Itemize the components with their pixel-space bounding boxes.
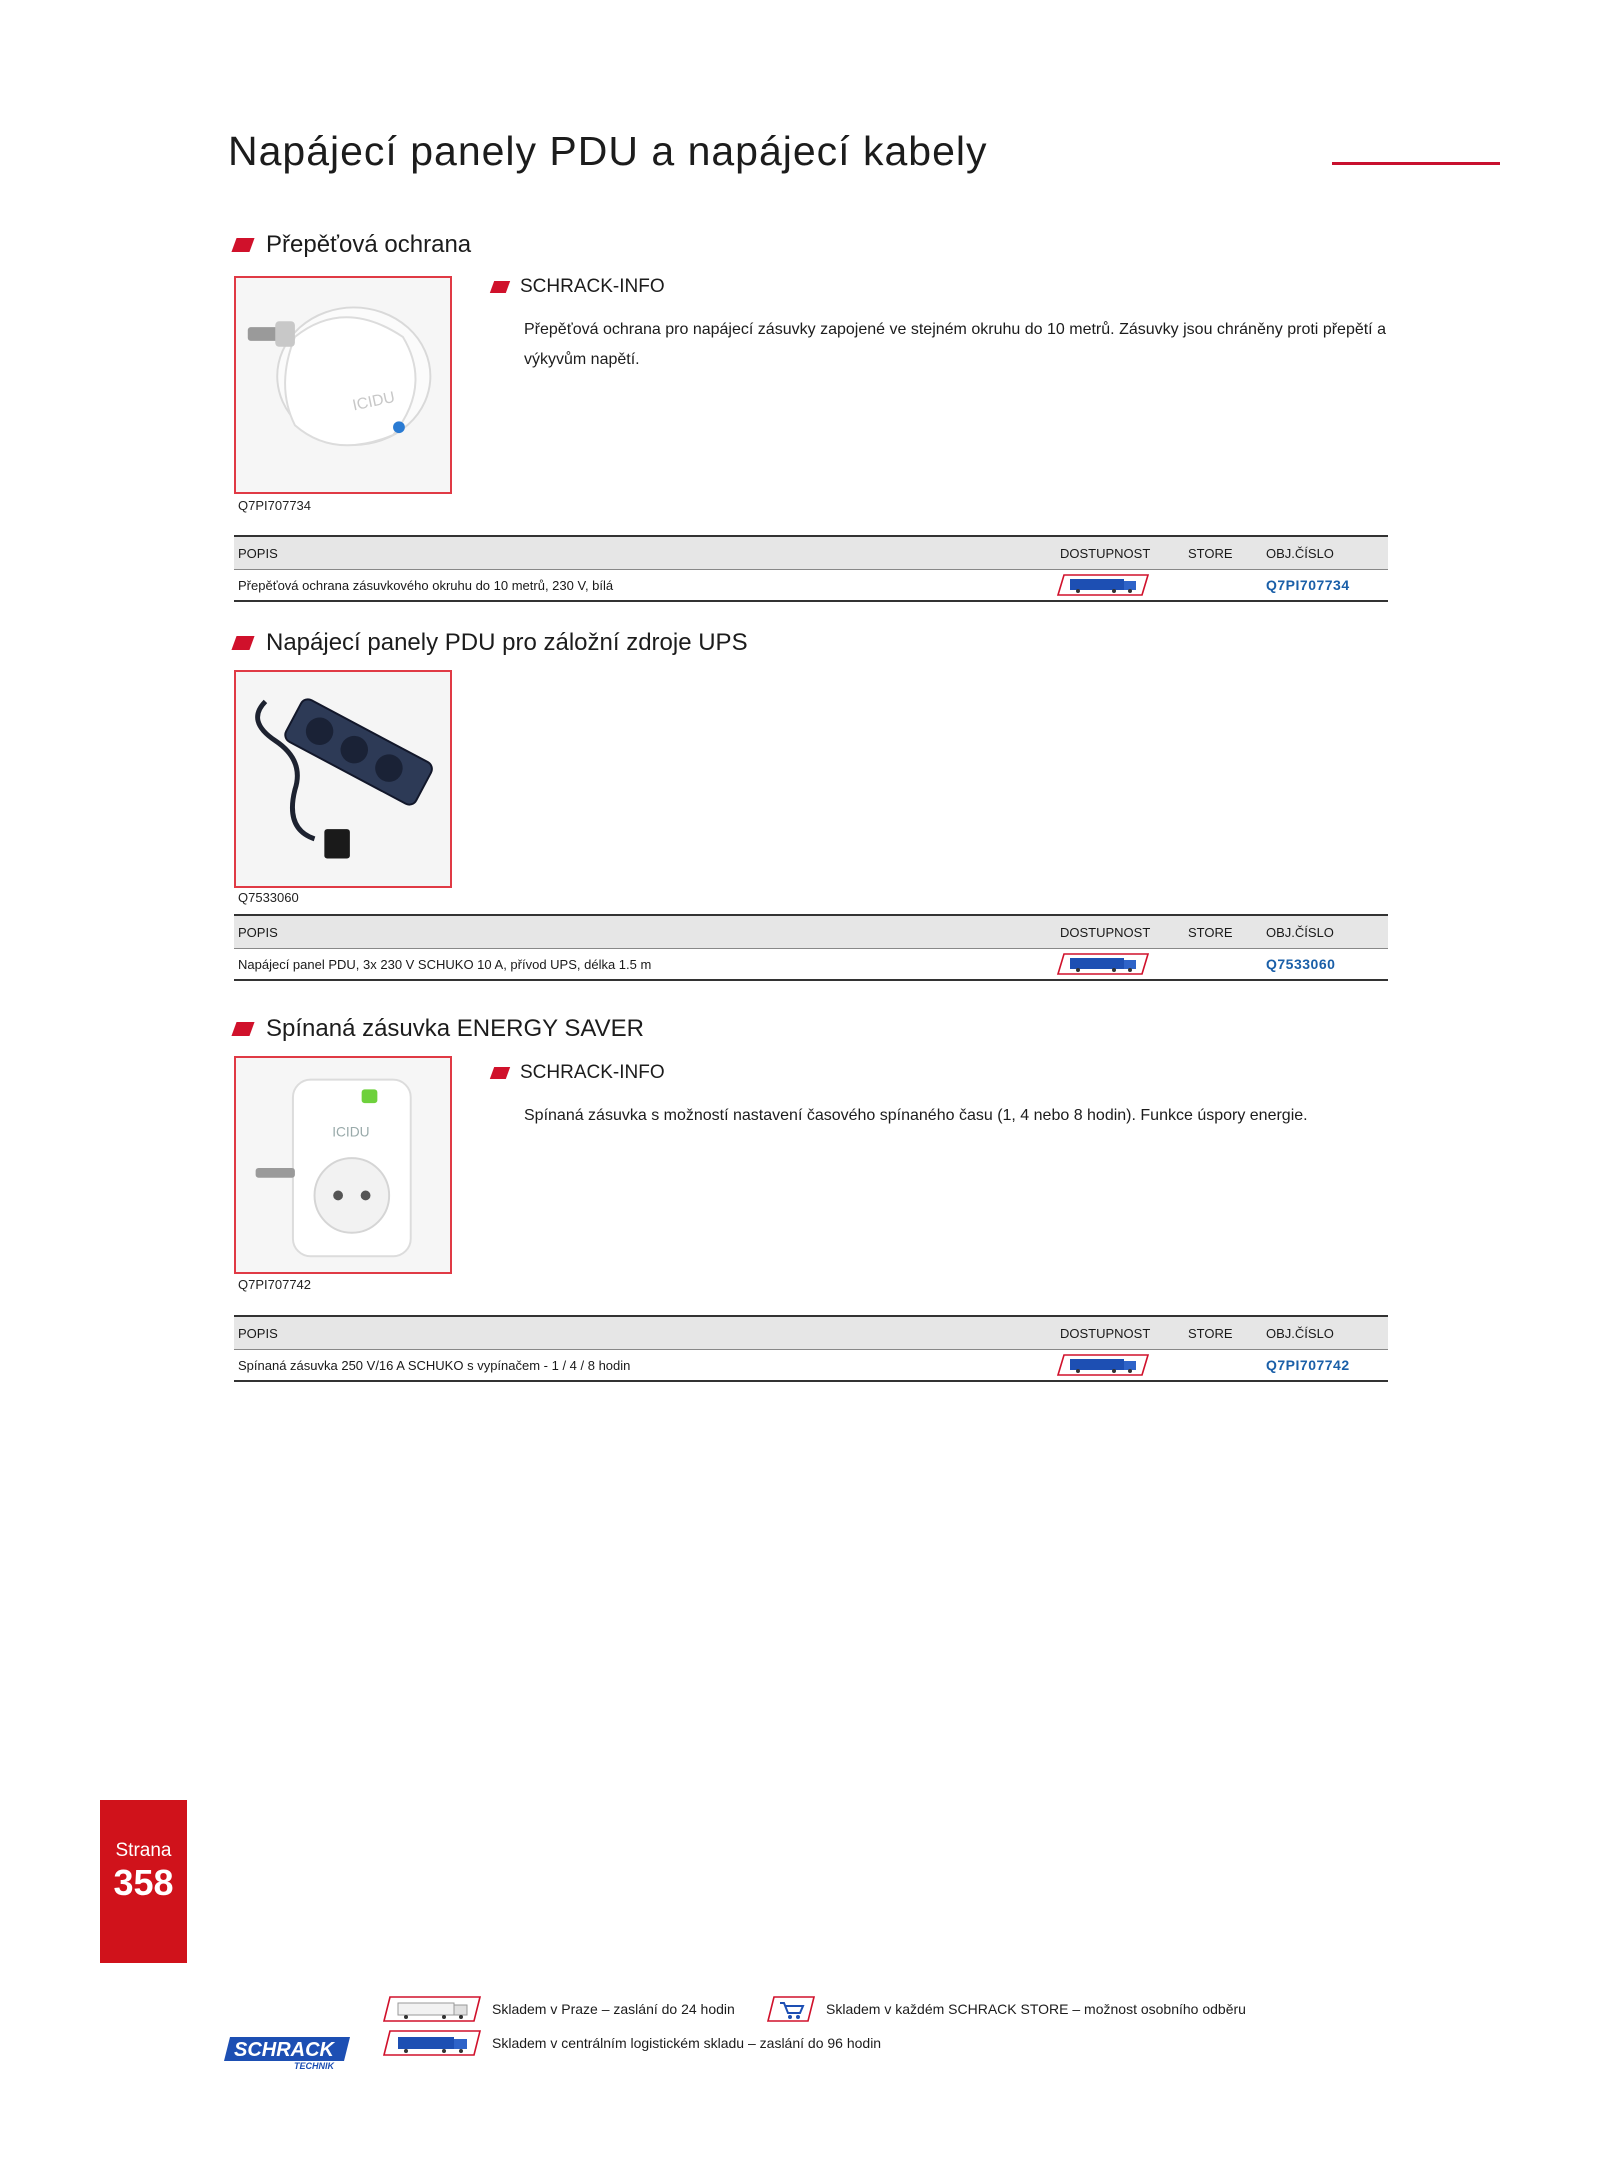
info-text: Spínaná zásuvka s možností nastavení časového spínaného času (1, 4 nebo 8 hodin). Funkce úspory energie. [524,1107,1308,1124]
info-label: SCHRACK-INFO [520,276,665,297]
table-header [234,914,1388,949]
availability-truck-icon [1056,949,1150,979]
order-code-link[interactable]: Q7PI707742 [1266,1357,1350,1373]
section-title: Přepěťová ochrana [266,231,472,258]
legend-item-central [382,2030,881,2056]
legend-item-store [766,1996,1246,2022]
title-rule [1332,162,1500,165]
info-text: Přepěťová ochrana pro napájecí zásuvky zapojené ve stejném okruhu do 10 metrů. Zásuvky jsou chráněny proti přepětí a výkyvům napětí. [524,321,1386,368]
section-heading [234,230,471,260]
table-row [234,570,1388,602]
table-row [234,1350,1388,1382]
section-pdu-ups [228,628,1388,1008]
row-popis: Přepěťová ochrana zásuvkového okruhu do 10 metrů, 230 V, bílá [238,577,614,593]
image-code: Q7PI707734 [238,498,312,513]
header-store: STORE [1188,924,1233,940]
product-image-surge-plug [234,276,452,494]
header-dostupnost: DOSTUPNOST [1060,1325,1151,1341]
header-obj-cislo: OBJ.ČÍSLO [1266,545,1334,561]
order-code-link[interactable]: Q7PI707734 [1266,577,1350,593]
table-header [234,535,1388,570]
product-table [234,914,1388,981]
header-store: STORE [1188,545,1233,561]
logo-subtext: TECHNIK [294,2061,334,2071]
product-table [234,1315,1388,1382]
legend-text: Skladem v centrálním logistickém skladu – zaslání do 96 hodin [492,2035,882,2051]
page-title: Napájecí panely PDU a napájecí kabely [228,128,988,174]
product-image-timer-socket [234,1056,452,1274]
order-code-link[interactable]: Q7533060 [1266,956,1336,972]
header-dostupnost: DOSTUPNOST [1060,924,1151,940]
info-label: SCHRACK-INFO [520,1062,665,1083]
info-heading [492,1062,665,1084]
cart-icon [766,1996,816,2022]
header-store: STORE [1188,1325,1233,1341]
section-title: Napájecí panely PDU pro záložní zdroje UPS [266,629,748,656]
red-marker-icon [231,1022,254,1036]
legend-text: Skladem v Praze – zaslání do 24 hodin [492,2001,735,2017]
table-row [234,949,1388,981]
section-surge-protection [228,230,1388,610]
page-number-box [100,1800,187,1963]
row-popis: Napájecí panel PDU, 3x 230 V SCHUKO 10 A, přívod UPS, délka 1.5 m [238,956,652,972]
product-table [234,535,1388,602]
logo-text: SCHRACK [234,2039,334,2061]
blue-truck-icon [382,2030,482,2056]
legend-text: Skladem v každém SCHRACK STORE – možnost osobního odběru [826,2001,1246,2017]
header-obj-cislo: OBJ.ČÍSLO [1266,924,1334,940]
header-popis: POPIS [238,1325,278,1341]
info-heading [492,276,665,298]
availability-truck-icon [1056,1350,1150,1380]
svg-text:ICIDU: ICIDU [351,388,397,415]
row-popis: Spínaná zásuvka 250 V/16 A SCHUKO s vypínačem - 1 / 4 / 8 hodin [238,1357,631,1373]
section-heading [234,1014,644,1044]
table-header [234,1315,1388,1350]
header-obj-cislo: OBJ.ČÍSLO [1266,1325,1334,1341]
white-truck-icon [382,1996,482,2022]
page-label: Strana [115,1840,172,1861]
image-code: Q7PI707742 [238,1277,312,1292]
availability-truck-icon [1056,570,1150,600]
image-code: Q7533060 [238,890,299,905]
page-number: 358 [113,1862,174,1903]
header-dostupnost: DOSTUPNOST [1060,545,1151,561]
legend-item-prague [382,1996,735,2022]
product-image-power-strip [234,670,452,888]
section-heading [234,628,748,658]
svg-text:ICIDU: ICIDU [332,1124,370,1140]
header-popis: POPIS [238,924,278,940]
red-marker-icon [490,281,510,293]
section-title: Spínaná zásuvka ENERGY SAVER [266,1015,644,1042]
red-marker-icon [231,238,254,252]
red-marker-icon [231,636,254,650]
red-marker-icon [490,1067,510,1079]
schrack-logo [224,2031,352,2071]
section-energy-saver [228,1014,1388,1394]
header-popis: POPIS [238,545,278,561]
